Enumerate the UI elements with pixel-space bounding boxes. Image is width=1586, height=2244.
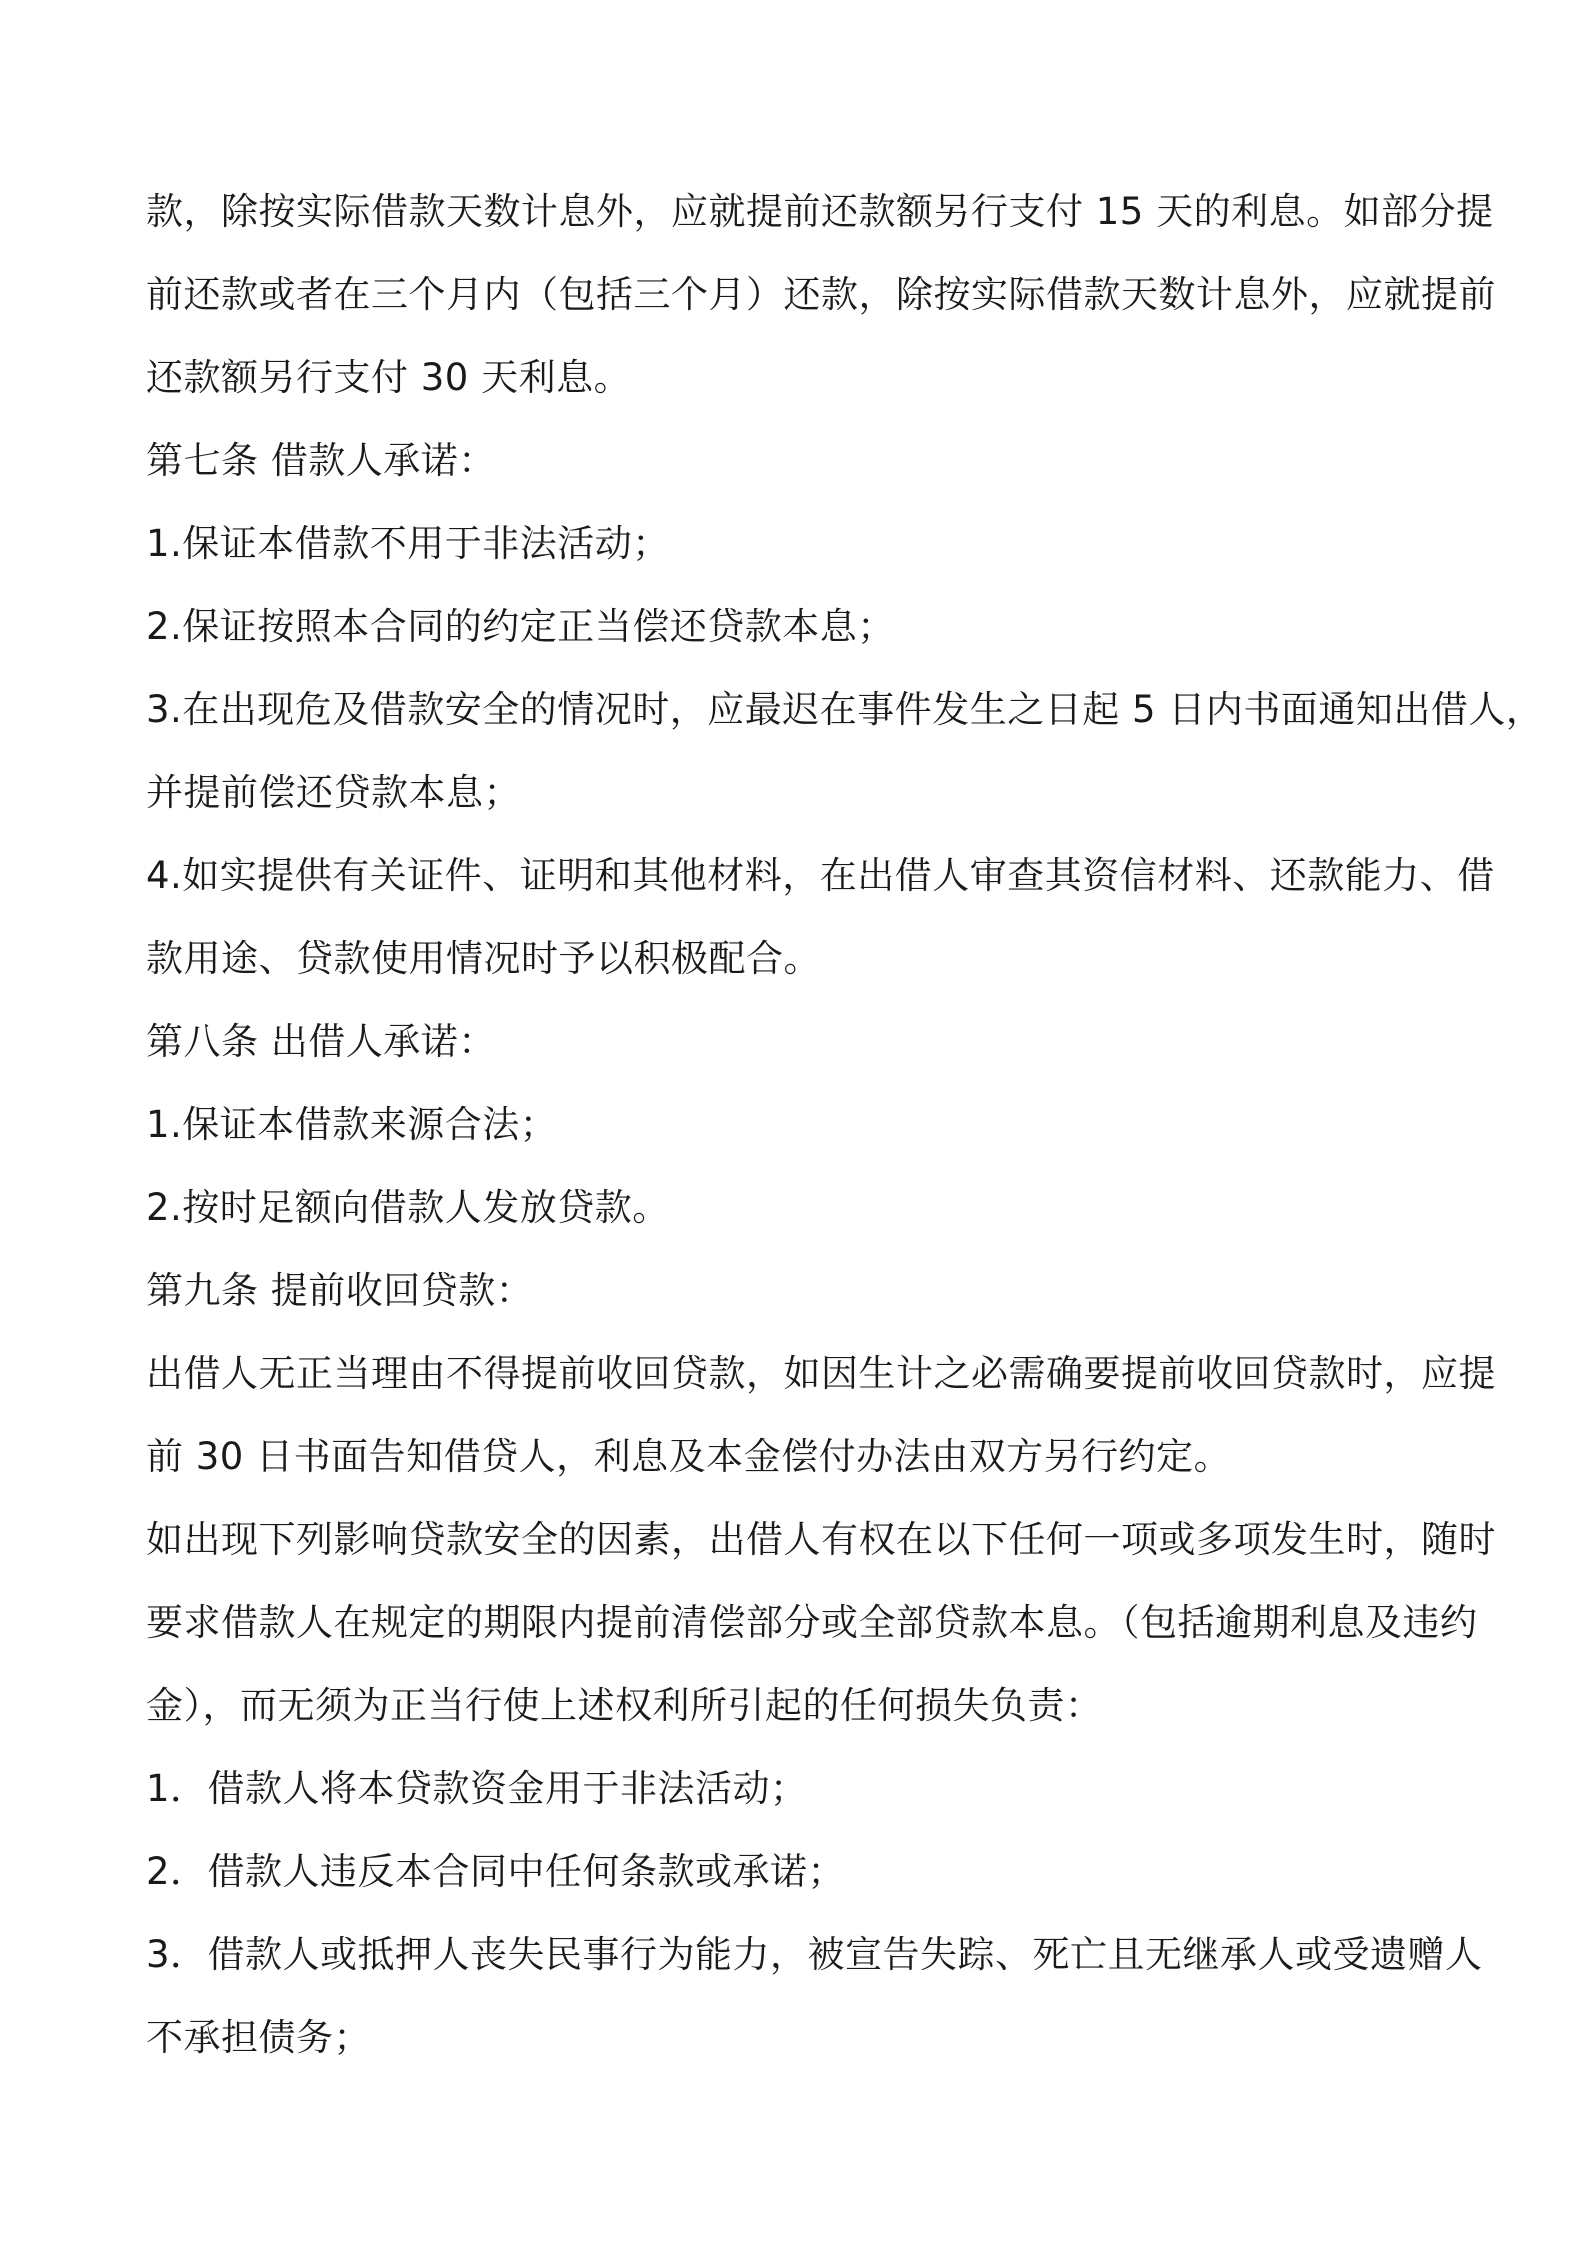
text-line: 不承担债务； — [146, 2016, 371, 2059]
text-line: 还款额另行支付 30 天利息。 — [146, 356, 632, 399]
list-item: 1.保证本借款来源合法； — [146, 1103, 558, 1146]
text-line: 要求借款人在规定的期限内提前清偿部分或全部贷款本息。（包括逾期利息及违约 — [146, 1601, 1478, 1644]
text-line: 款，除按实际借款天数计息外，应就提前还款额另行支付 15 天的利息。如部分提 — [146, 190, 1494, 233]
list-item: 2.保证按照本合同的约定正当偿还贷款本息； — [146, 605, 895, 648]
list-item: 1．借款人将本贷款资金用于非法活动； — [146, 1767, 808, 1810]
document-body — [146, 170, 1544, 2079]
text-line: 款用途、贷款使用情况时予以积极配合。 — [146, 937, 821, 980]
text-line: 并提前偿还贷款本息； — [146, 771, 521, 814]
list-item: 3.在出现危及借款安全的情况时，应最迟在事件发生之日起 5 日内书面通知出借人， — [146, 688, 1544, 731]
article-heading: 第七条 借款人承诺： — [146, 439, 496, 482]
list-item: 2．借款人违反本合同中任何条款或承诺； — [146, 1850, 846, 1893]
text-line: 如出现下列影响贷款安全的因素，出借人有权在以下任何一项或多项发生时，随时 — [146, 1518, 1496, 1561]
list-item: 3．借款人或抵押人丧失民事行为能力，被宣告失踪、死亡且无继承人或受遗赠人 — [146, 1933, 1483, 1976]
list-item: 2.按时足额向借款人发放贷款。 — [146, 1186, 670, 1229]
text-line: 金），而无须为正当行使上述权利所引起的任何损失负责： — [146, 1684, 1103, 1727]
text-line: 前 30 日书面告知借贷人，利息及本金偿付办法由双方另行约定。 — [146, 1435, 1232, 1478]
article-heading: 第九条 提前收回贷款： — [146, 1269, 534, 1312]
list-item: 1.保证本借款不用于非法活动； — [146, 522, 670, 565]
article-heading: 第八条 出借人承诺： — [146, 1020, 496, 1063]
text-line: 出借人无正当理由不得提前收回贷款，如因生计之必需确要提前收回贷款时，应提 — [146, 1352, 1496, 1395]
text-line: 前还款或者在三个月内（包括三个月）还款，除按实际借款天数计息外，应就提前 — [146, 273, 1496, 316]
list-item: 4.如实提供有关证件、证明和其他材料，在出借人审查其资信材料、还款能力、借 — [146, 854, 1495, 897]
